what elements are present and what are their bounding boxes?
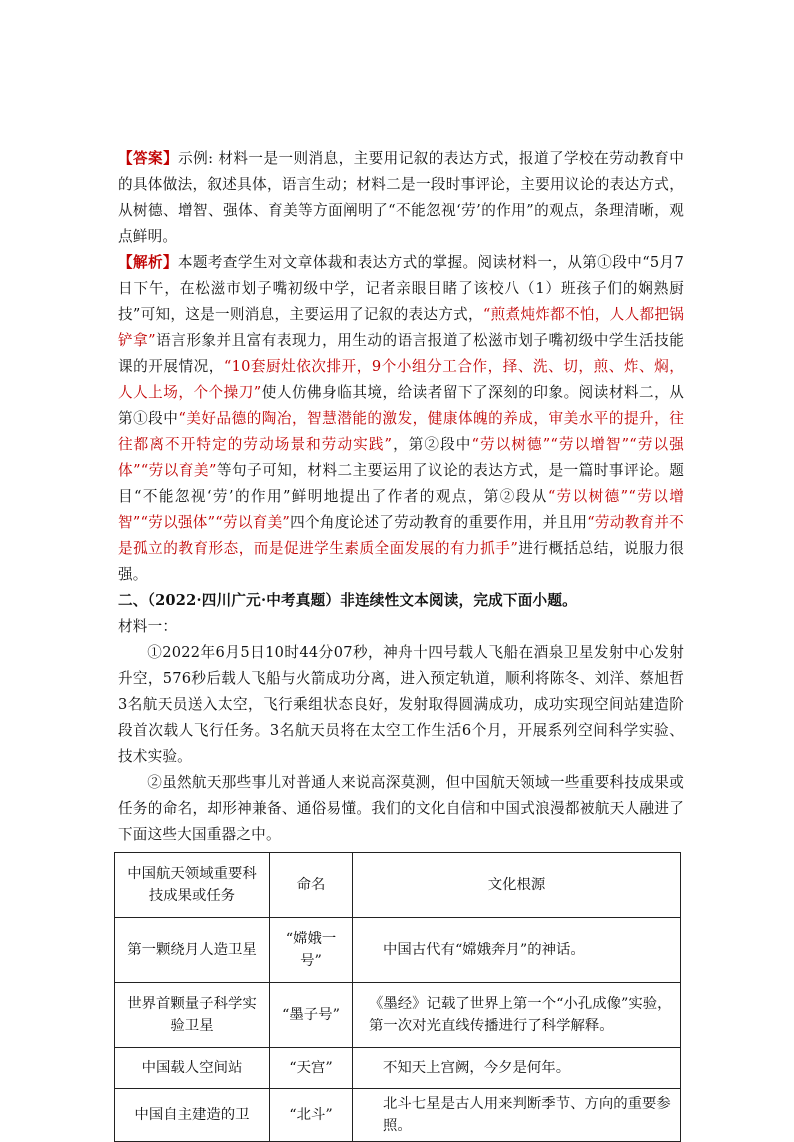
- table-cell: “北斗”: [270, 1089, 353, 1142]
- material-paragraph-2: ②虽然航天那些事儿对普通人来说高深莫测，但中国航天领域一些重要科技成果或任务的命名，却形神兼备、通俗易懂。我们的文化自信和中国式浪漫都被航天人融进了下面这些大国重器之中。: [118, 774, 684, 843]
- analysis-text: 四个角度论述了劳动教育的重要作用，并且用: [290, 514, 588, 531]
- analysis-quote: “10套厨灶依次排开，9个小组分工合作，择、洗、切，煎、炸、焖，人人上场，个个操刀”: [118, 358, 685, 401]
- table-row: [115, 918, 681, 983]
- table-cell: “天宫”: [270, 1048, 353, 1089]
- table-cell: 中国古代有“嫦娥奔月”的神话。: [353, 918, 681, 983]
- table-row: [115, 1089, 681, 1142]
- analysis-quote: “美好品德的陶冶，智慧潜能的激发，健康体魄的养成，审美水平的提升，往往都离不开特定的劳动场景和劳动实践”: [118, 410, 685, 453]
- analysis-quote: “劳以树德”“劳以增智”“劳以强体”“劳以育美”: [118, 488, 684, 531]
- table-header-row: [115, 853, 681, 918]
- material-label: 材料一：: [118, 618, 178, 635]
- table-header-cell: 文化根源: [353, 853, 681, 918]
- section-heading: 二、（2022·四川广元·中考真题）非连续性文本阅读，完成下面小题。: [118, 592, 577, 609]
- analysis-label: 【解析】: [118, 254, 178, 271]
- analysis-text: 使人仿佛身临其境，给读者留下了深刻的印象。阅读材料二，从第①段中: [118, 384, 685, 427]
- table-row: [115, 1048, 681, 1089]
- answer-label: 【答案】: [118, 150, 179, 167]
- table-cell: 中国自主建造的卫: [115, 1089, 270, 1142]
- table-cell: 不知天上宫阙，今夕是何年。: [353, 1048, 681, 1089]
- analysis-paragraph: [118, 250, 684, 588]
- analysis-quote: “劳动教育并不是孤立的教育形态，而是促进学生素质全面发展的有力抓手”: [118, 514, 684, 557]
- analysis-text: 本题考查学生对文章体裁和表达方式的掌握。阅读材料一，从第①段中“5月7日下午，在松滋市划子嘴初级中学，记者亲眼目睹了该校八（1）班孩子们的娴熟厨技”可知，这是一则消息，主要运用了记叙的表达方式，: [118, 254, 684, 323]
- analysis-text: 等句子可知，材料二主要运用了议论的表达方式，是一篇时事评论。题目“不能忽视‘劳’的作用”鲜明地提出了作者的观点，第②段从: [118, 462, 685, 505]
- analysis-quote: “煎煮炖炸都不怕，人人都把锅铲拿”: [118, 306, 684, 349]
- table-row: [115, 983, 681, 1048]
- analysis-text: 进行概括总结，说服力很强。: [118, 540, 684, 583]
- table-cell: “嫦娥一号”: [270, 918, 353, 983]
- table-cell: 世界首颗量子科学实验卫星: [115, 983, 270, 1048]
- table-cell: 第一颗绕月人造卫星: [115, 918, 270, 983]
- answer-text: 示例: 材料一是一则消息，主要用记叙的表达方式，报道了学校在劳动教育中的具体做法，叙述具体，语言生动；材料二是一段时事评论，主要用议论的表达方式，从树德、增智、强体、育美等方面阐明了“不能忽视‘劳’的作用”的观点，条理清晰，观点鲜明。: [118, 150, 684, 245]
- table-cell: 《墨经》记载了世界上第一个“小孔成像”实验，第一次对光直线传播进行了科学解释。: [353, 983, 681, 1048]
- analysis-quote: “劳以树德”“劳以增智”“劳以强体”“劳以育美”: [118, 436, 684, 479]
- answer-paragraph: [118, 146, 684, 250]
- table-header-cell: 命名: [270, 853, 353, 918]
- table-cell: “墨子号”: [270, 983, 353, 1048]
- analysis-text: 语言形象并且富有表现力，用生动的语言报道了松滋市划子嘴初级中学生活技能课的开展情况，: [118, 332, 684, 375]
- table-header-cell: 中国航天领域重要科技成果或任务: [115, 853, 270, 918]
- table-cell: 北斗七星是古人用来判断季节、方向的重要参照。: [353, 1089, 681, 1142]
- material-paragraph-1: ①2022年6月5日10时44分07秒，神舟十四号载人飞船在酒泉卫星发射中心发射升空，576秒后载人飞船与火箭成功分离，进入预定轨道，顺利将陈冬、刘洋、蔡旭哲3名航天员送入太空，飞行乘组状态良好，发射取得圆满成功，成功实现空间站建造阶段首次载人飞行任务。3名航天员将在太空工作生活6个月，开展系列空间科学实验、技术实验。: [118, 644, 684, 765]
- aerospace-naming-table: [114, 852, 681, 1142]
- document-page: [118, 146, 684, 1142]
- analysis-text: ，第②段中: [392, 436, 472, 453]
- table-cell: 中国载人空间站: [115, 1048, 270, 1089]
